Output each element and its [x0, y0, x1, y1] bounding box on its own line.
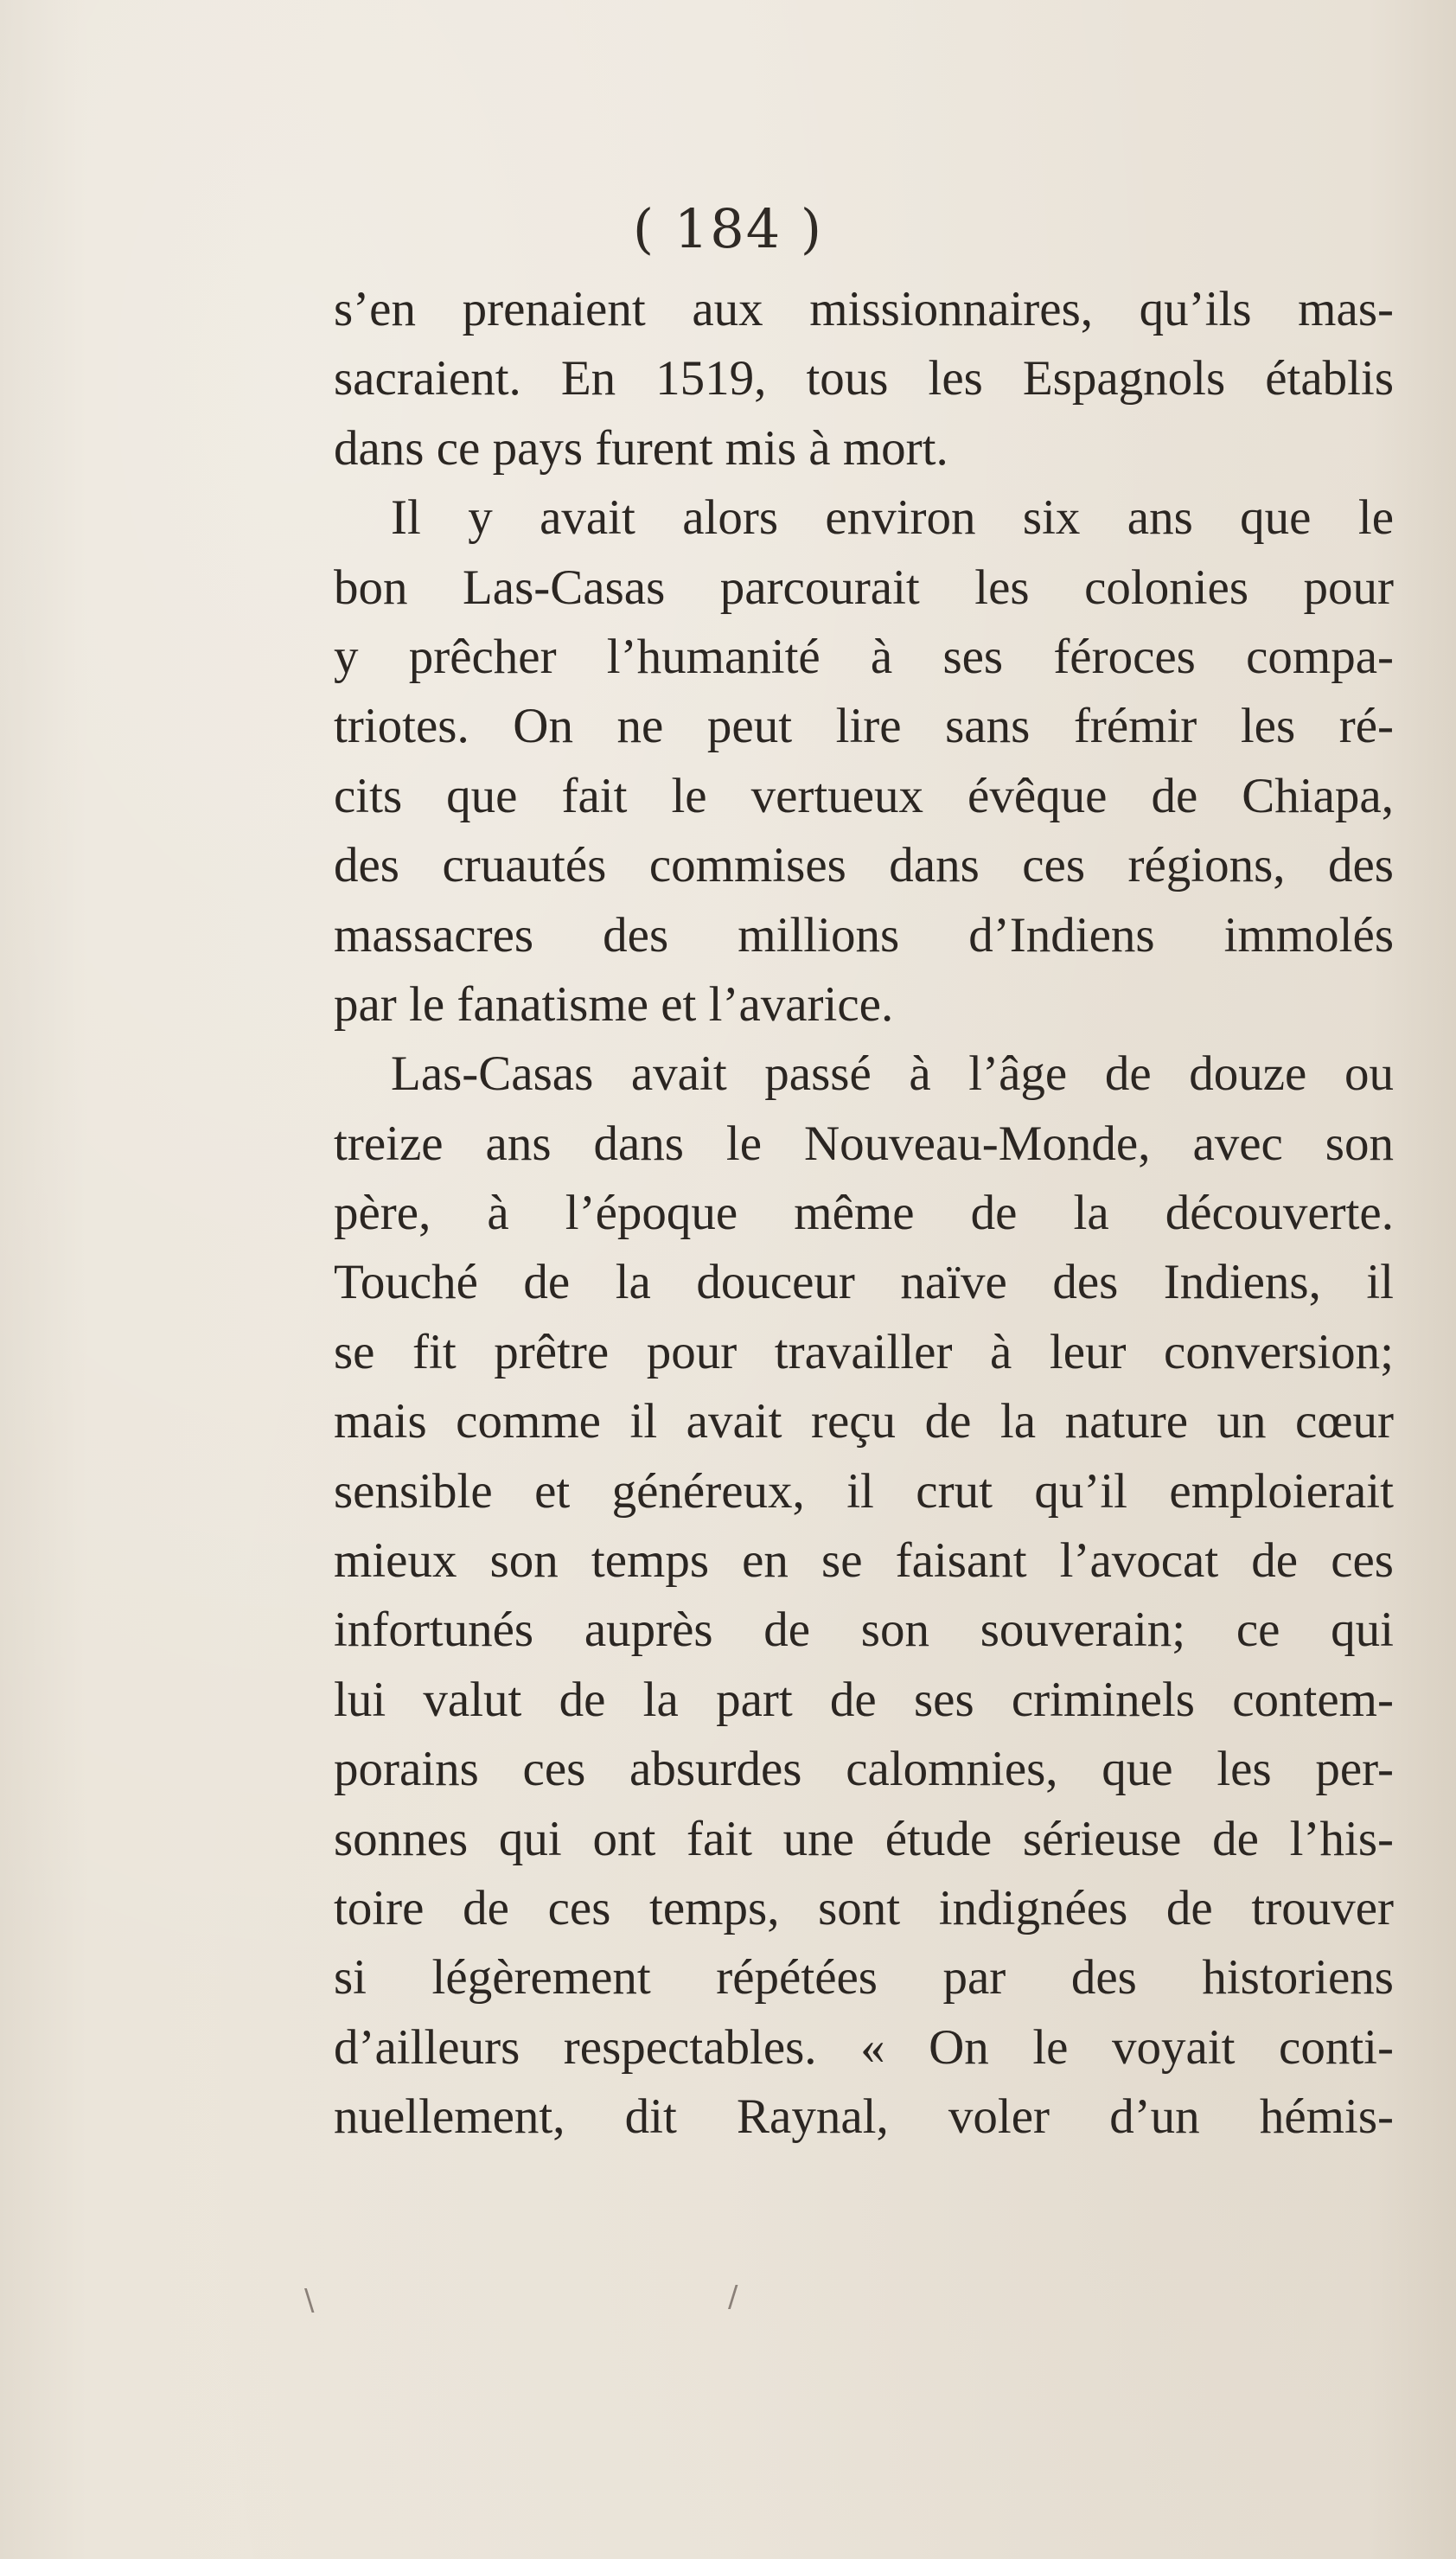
text-line: si légèrement répétées par des historiens	[334, 1950, 1394, 2006]
text-line: Las-Casas avait passé à l’âge de douze ou	[391, 1046, 1394, 1102]
page-number: ( 184 )	[632, 197, 824, 260]
text-line: bon Las-Casas parcourait les colonies pour	[334, 560, 1394, 615]
text-line: triotes. On ne peut lire sans frémir les ré-	[334, 699, 1394, 754]
text-line: porains ces absurdes calomnies, que les per-	[334, 1742, 1394, 1797]
text-line: s’en prenaient aux missionnaires, qu’ils mas-	[334, 282, 1394, 336]
paper-speck: \	[304, 2283, 315, 2318]
text-line: par le fanatisme et l’avarice.	[334, 976, 894, 1032]
text-line: des cruautés commises dans ces régions, des	[334, 838, 1394, 893]
body-text	[334, 275, 1394, 2153]
text-line: lui valut de la part de ses criminels contem-	[334, 1672, 1394, 1727]
text-line: père, à l’époque même de la découverte.	[334, 1186, 1394, 1241]
text-line: sensible et généreux, il crut qu’il emploierait	[334, 1463, 1394, 1519]
text-line: Touché de la douceur naïve des Indiens, il	[334, 1255, 1394, 1310]
text-line: treize ans dans le Nouveau-Monde, avec son	[334, 1116, 1394, 1171]
text-line: toire de ces temps, sont indignées de trouver	[334, 1880, 1394, 1935]
paper-speck: /	[728, 2280, 738, 2314]
text-line: Il y avait alors environ six ans que le	[391, 490, 1394, 546]
text-line: mais comme il avait reçu de la nature un cœur	[334, 1394, 1394, 1449]
text-line: infortunés auprès de son souverain; ce qui	[334, 1603, 1394, 1658]
text-line: se fit prêtre pour travailler à leur conversion;	[334, 1324, 1394, 1379]
text-line: nuellement, dit Raynal, voler d’un hémis-	[334, 2089, 1394, 2145]
text-line: sonnes qui ont fait une étude sérieuse de l’his-	[334, 1811, 1394, 1866]
text-line: sacraient. En 1519, tous les Espagnols établis	[334, 351, 1394, 406]
text-line: mieux son temps en se faisant l’avocat de ces	[334, 1533, 1394, 1589]
text-line: d’ailleurs respectables. « On le voyait conti-	[334, 2019, 1394, 2075]
text-line: dans ce pays furent mis à mort.	[334, 420, 948, 476]
text-line: massacres des millions d’Indiens immolés	[334, 907, 1394, 963]
text-line: y prêcher l’humanité à ses féroces compa-	[334, 629, 1394, 684]
text-line: cits que fait le vertueux évêque de Chiapa,	[334, 768, 1394, 823]
